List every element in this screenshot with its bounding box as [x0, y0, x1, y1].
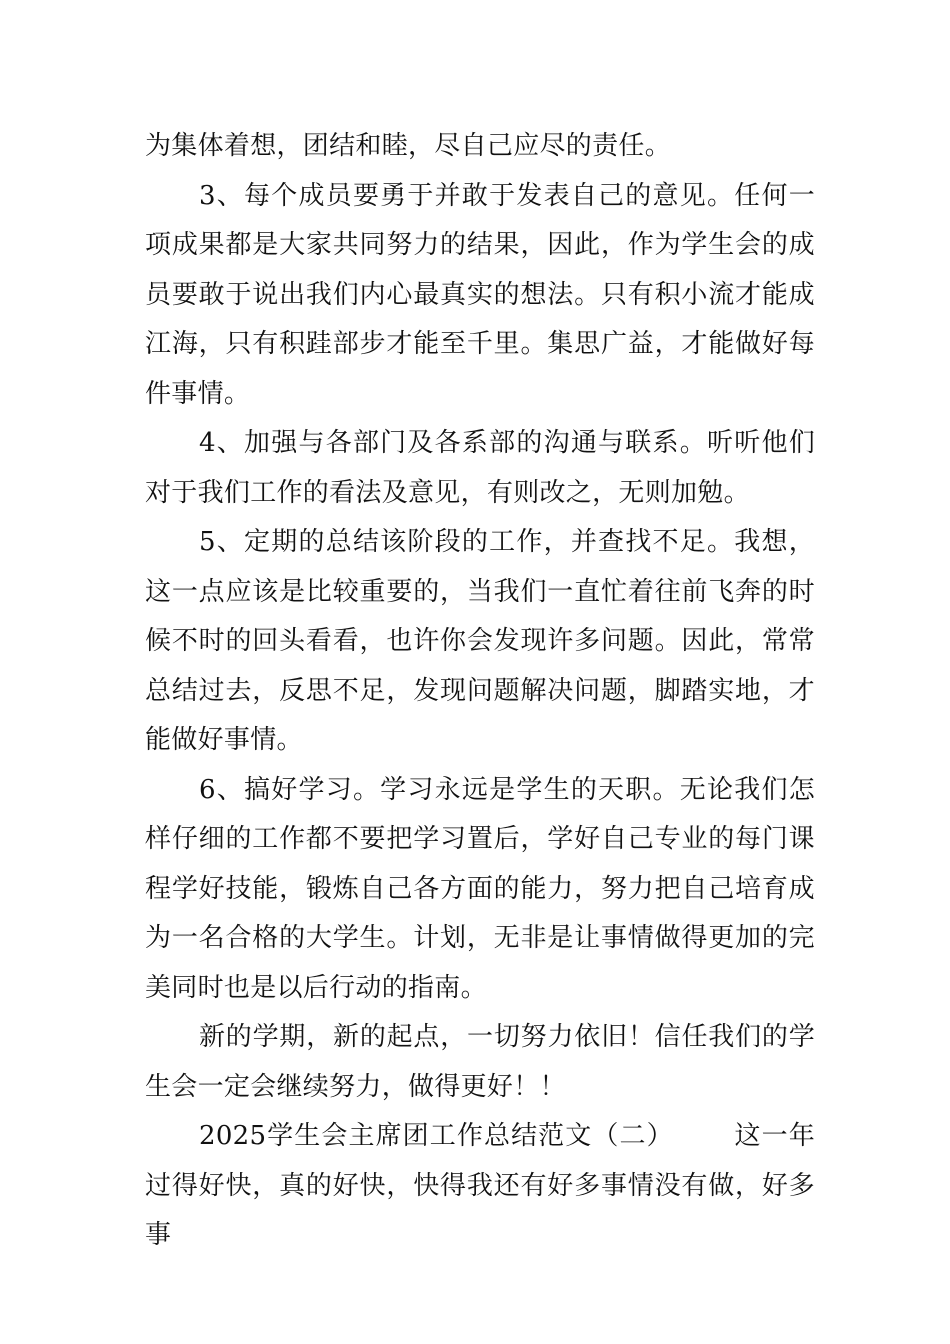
document-body — [145, 122, 815, 1261]
paragraph-3: 4、加强与各部门及各系部的沟通与联系。听听他们对于我们工作的看法及意见，有则改之，无则加勉。 — [145, 428, 815, 508]
section-opening-text: 这一年过得好快，真的好快，快得我还有好多事情没有做，好多事 — [145, 1121, 815, 1250]
paragraph-6: 新的学期，新的起点，一切努力依旧！信任我们的学生会一定会继续努力，做得更好！！ — [145, 1022, 815, 1102]
section-heading: 2025学生会主席团工作总结范文（二） — [199, 1121, 674, 1151]
paragraph-2: 3、每个成员要勇于并敢于发表自己的意见。任何一项成果都是大家共同努力的结果，因此，作为学生会的成员要敢于说出我们内心最真实的想法。只有积小流才能成江海，只有积跬部步才能至千里。集思广益，才能做好每件事情。 — [145, 180, 815, 409]
paragraph-7 — [145, 1112, 815, 1261]
paragraph-5: 6、搞好学习。学习永远是学生的天职。无论我们怎样仔细的工作都不要把学习置后，学好自己专业的每门课程学好技能，锻炼自己各方面的能力，努力把自己培育成为一名合格的大学生。计划，无非是让事情做得更加的完美同时也是以后行动的指南。 — [145, 774, 815, 1003]
paragraph-4: 5、定期的总结该阶段的工作，并查找不足。我想，这一点应该是比较重要的，当我们一直忙着往前飞奔的时候不时的回头看看，也许你会发现许多问题。因此，常常总结过去，反思不足，发现问题解决问题，脚踏实地，才能做好事情。 — [145, 527, 815, 755]
paragraph-1: 为集体着想，团结和睦，尽自己应尽的责任。 — [145, 131, 672, 161]
